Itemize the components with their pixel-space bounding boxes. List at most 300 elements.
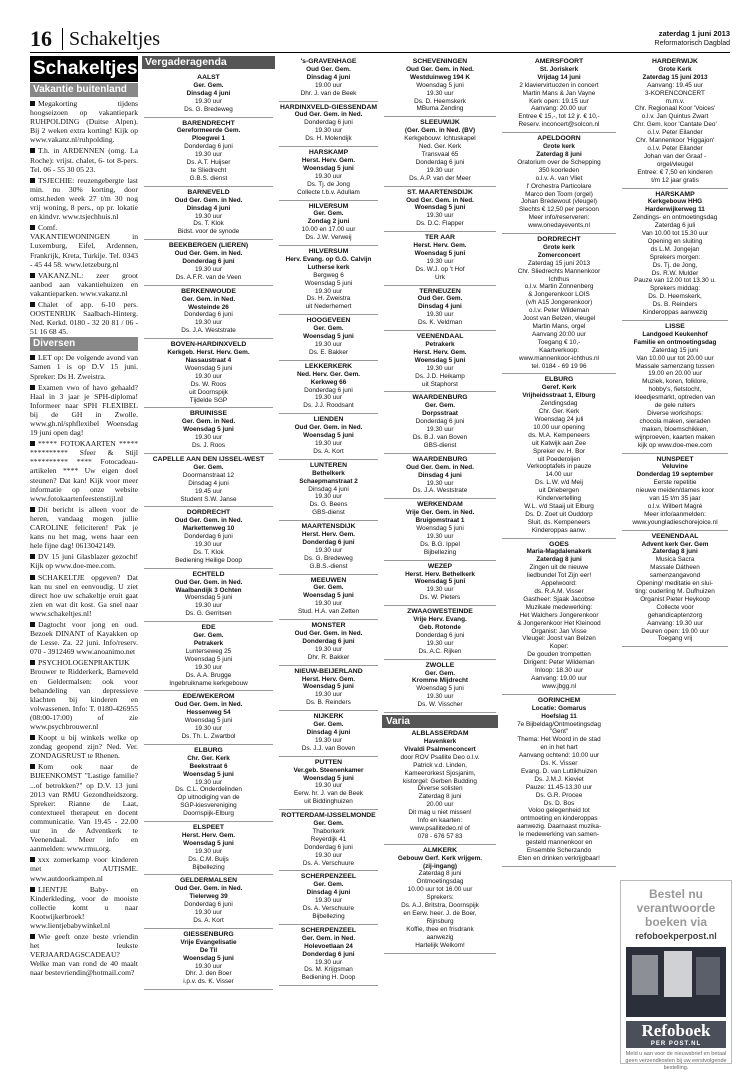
agenda-entry bbox=[279, 666, 378, 712]
agenda-column-2 bbox=[277, 56, 380, 1062]
classified-ad bbox=[30, 733, 138, 760]
entry-line: Transvaal 65 bbox=[421, 150, 459, 158]
classified-ad bbox=[30, 383, 138, 438]
entry-subtitle: Ger. Gem. bbox=[313, 210, 344, 218]
classified-ad-text: Kom ook naar de BIJEENKOMST "Lastige familie? ...of betrokken?" op D.V. 13 juni 2013 van RMU Gezondheidszorg. Spreker: Rianne de Laat, contextueel therapeut en docent communicatie. Van 19.45 - 22.00 uur in de Adventkerk te Veenendaal. Meer info en aanmelden: www.rmu.org. bbox=[30, 762, 138, 854]
entry-line: 19.30 uur bbox=[194, 847, 222, 855]
book-cover bbox=[696, 957, 720, 995]
entry-line: uit Nederhemert bbox=[305, 303, 352, 311]
agenda-entry bbox=[502, 695, 616, 867]
agenda-entry bbox=[144, 72, 273, 118]
entry-line: Ds. J. Roos bbox=[191, 442, 226, 450]
entry-subtitle: Petrakerk bbox=[193, 640, 224, 647]
issue-date: zaterdag 1 juni 2013 bbox=[658, 29, 730, 38]
entry-line: Dinsdag 4 juni bbox=[308, 485, 349, 493]
entry-line: Dinsdag 4 juni bbox=[188, 479, 229, 487]
entry-line: Woensdag 5 juni bbox=[304, 279, 353, 287]
entry-subtitle: Zaterdag 8 juni bbox=[536, 150, 582, 158]
entry-place: ELBURG bbox=[544, 376, 574, 384]
entry-line: 19.00 en 20.00 uur bbox=[648, 370, 702, 378]
entry-line: 19.30 uur bbox=[426, 479, 454, 487]
entry-line: Sluit. ds. Kempeneers bbox=[527, 518, 591, 526]
entry-line: orgel/vleugel bbox=[656, 160, 694, 168]
entry-line: Lunterseweg 25 bbox=[185, 647, 232, 655]
bullet-square-icon bbox=[30, 575, 35, 580]
entry-line: Sprekers: bbox=[426, 894, 454, 902]
entry-line: Ds. G. Gerritsen bbox=[185, 610, 232, 618]
entry-line: Zaterdag 15 juni 2013 bbox=[527, 259, 591, 267]
entry-subtitle: Dinsdag 4 juni bbox=[306, 73, 351, 81]
entry-place: HARSKAMP bbox=[308, 149, 349, 157]
entry-line: Eerw. hr. J. van de Beek bbox=[294, 790, 363, 798]
entry-place: WERKENDAM bbox=[417, 501, 463, 509]
entry-line: Zaterdag 15 juni bbox=[651, 346, 699, 354]
entry-place: EDE/WEKEROM bbox=[182, 693, 235, 701]
entry-subtitle: Oud Ger. Gem. bbox=[417, 295, 463, 303]
entry-line: Bergweg 6 bbox=[313, 271, 344, 279]
entry-line: Ds. G. Beens bbox=[309, 501, 348, 509]
entry-line: 19.30 uur bbox=[314, 287, 342, 295]
entry-subtitle: Nassaustraat 4 bbox=[185, 357, 232, 364]
entry-line: SGP-kiesvereniging bbox=[180, 802, 237, 810]
bullet-square-icon bbox=[30, 101, 35, 106]
entry-place: LISSE bbox=[665, 323, 685, 330]
agenda-entry bbox=[144, 745, 273, 822]
entry-line: Woensdag 24 juli bbox=[534, 415, 584, 423]
entry-line: 350 koorleden bbox=[538, 166, 580, 174]
entry-line: Ds. Tj. de Jong, bbox=[652, 261, 698, 269]
entry-subtitle: Oud Ger. Gem. in Ned. bbox=[174, 250, 243, 258]
entry-line: Ds. A.T. Huijser bbox=[186, 159, 231, 167]
bullet-square-icon bbox=[30, 622, 35, 627]
entry-line: Meer info/aanmelden: bbox=[644, 510, 706, 518]
classified-ad bbox=[30, 300, 138, 336]
entry-place: SLEEUWIJK bbox=[420, 119, 460, 127]
bullet-square-icon bbox=[30, 735, 35, 740]
entry-line: Hartelijk Welkom! bbox=[415, 941, 465, 949]
entry-line: Ds. A.J. Britstra, Doornspijk bbox=[401, 902, 479, 910]
agenda-entry bbox=[622, 531, 728, 648]
entry-line: Dhr. J. den Boer bbox=[185, 970, 232, 978]
classified-ad-text: Megakorting tijdens hoogseizoen op vakantiepark RUHPOLDING (Duitse Alpen). Bij 2 weken extra korting! Kijk op www.vakanz.nl/ruhpolding. bbox=[30, 99, 138, 145]
entry-place: ZWAAGWESTEINDE bbox=[407, 608, 473, 616]
entry-line: 19.30 uur bbox=[314, 439, 342, 447]
entry-line: Eerste repetitie bbox=[653, 479, 697, 487]
entry-subtitle: Ned. Herv. Ger. Gem. bbox=[296, 370, 361, 378]
entry-line: GBS-dienst bbox=[423, 441, 457, 449]
agenda-entry bbox=[279, 201, 378, 247]
entry-place: HARSKAMP bbox=[655, 190, 695, 198]
entry-line: Donderdag 6 juni bbox=[304, 843, 353, 851]
entry-line: Ds. Th. L. Zwartbol bbox=[181, 732, 236, 740]
entry-line: Inloop: 18.30 uur bbox=[535, 667, 583, 675]
entry-line: & Jongerenkoor Het Kleinood bbox=[517, 619, 601, 627]
advert-heading: Bestel nu verantwoorde boeken via bbox=[636, 887, 716, 929]
classified-ad bbox=[30, 855, 138, 882]
entry-place: HILVERSUM bbox=[308, 248, 349, 256]
entry-line: Donderdag 6 juni bbox=[304, 386, 353, 394]
entry-line: samenzangavond bbox=[649, 572, 701, 580]
entry-line: Ds. D.C. Flapper bbox=[416, 220, 464, 228]
classified-ad bbox=[30, 658, 138, 731]
entry-line: Ds. K. Veldman bbox=[417, 319, 463, 327]
entry-line: Ds. B.J. van Boven bbox=[412, 433, 468, 441]
agenda-entry bbox=[144, 507, 273, 568]
entry-line: Bijbellezing bbox=[423, 548, 457, 556]
classified-ad-text: Dagtocht voor jong en oud. Bezoek DINANT of Kayakken op de Lesse. Za. 22 juni. Info/reserv. 070 - 3912469 www.anoanimo.net bbox=[30, 619, 138, 657]
entry-line: chocola maken, sieraden bbox=[639, 417, 711, 425]
entry-place: MAARTENSDIJK bbox=[301, 523, 356, 531]
entry-subtitle: Woensdag 5 juni bbox=[183, 426, 234, 434]
entry-subtitle: Dinsdag 4 juni bbox=[418, 303, 462, 311]
entry-line: Donderdag 6 juni bbox=[184, 143, 233, 151]
entry-subtitle: (zij-ingang) bbox=[422, 862, 458, 870]
entry-line: Aanvang: 20.00 uur bbox=[531, 105, 587, 113]
classified-ad bbox=[30, 620, 138, 656]
classified-ad bbox=[30, 505, 138, 550]
entry-line: Organist: Jan Visse bbox=[531, 627, 587, 635]
agenda-entry bbox=[384, 845, 496, 954]
agenda-entry bbox=[144, 339, 273, 408]
agenda-entry bbox=[384, 499, 496, 560]
entry-line: Bijbellezing bbox=[192, 863, 225, 871]
entry-line: Stud. H.A. van Zetten bbox=[297, 608, 360, 616]
entry-line: Ds. R.W. Mulder bbox=[651, 269, 699, 277]
agenda-entry bbox=[384, 392, 496, 453]
classified-ad-text: xxx zomerkamp voor kinderen met AUTISME. www.autdoorkampen.nl bbox=[30, 855, 138, 883]
entry-subtitle: Ger. Gem. bbox=[313, 325, 344, 333]
agenda-entry bbox=[144, 929, 273, 990]
entry-line: Ds. Tj. de Jong bbox=[307, 180, 350, 188]
entry-line: Zendingsdag bbox=[540, 400, 578, 408]
bullet-square-icon bbox=[30, 764, 35, 769]
entry-line: Marco den Toom (orgel) bbox=[525, 190, 593, 198]
entry-line: uit Doornspijk bbox=[189, 388, 228, 396]
entry-subtitle: Harderwijkerweg 11 bbox=[645, 206, 705, 214]
entry-line: 19.30 uur bbox=[314, 691, 342, 699]
entry-subtitle: Donderdag 6 juni bbox=[302, 637, 355, 645]
entry-line: Toegang € 10,- bbox=[537, 338, 581, 346]
entry-subtitle: Grote Kerk bbox=[658, 65, 692, 73]
entry-line: 19.30 uur bbox=[314, 546, 342, 554]
entry-subtitle: Ger. Gem. in Ned. bbox=[301, 934, 356, 942]
agenda-entry bbox=[384, 286, 496, 332]
entry-line: Ds. M. Krijgsman bbox=[304, 966, 353, 974]
entry-place: ZWOLLE bbox=[425, 661, 455, 669]
entry-line: Donderdag 6 juni bbox=[415, 631, 465, 639]
entry-line: Chr. Mannenkoor 'Higgajon' bbox=[635, 137, 715, 145]
entry-line: 19.30 uur bbox=[314, 600, 342, 608]
agenda-entry bbox=[502, 133, 616, 234]
agenda-entry bbox=[384, 728, 496, 845]
entry-subtitle: Oud Ger. Gem. in Ned. bbox=[174, 578, 243, 586]
entry-subtitle: Vrijdag 14 juni bbox=[537, 73, 581, 81]
bullet-square-icon bbox=[30, 178, 35, 183]
entry-subtitle: Ger. Gem. bbox=[313, 721, 344, 729]
entry-line: Kinderoppas aanw. bbox=[531, 526, 587, 534]
entry-subtitle: Herst. Herv. Gem. bbox=[181, 831, 236, 839]
entry-line: Pauze van 12.00 tot 13.30 u. bbox=[634, 277, 716, 285]
entry-place: HARDERWIJK bbox=[652, 58, 698, 65]
agenda-entry bbox=[144, 118, 273, 187]
entry-place: LUNTEREN bbox=[309, 461, 347, 469]
entry-place: GELDERMALSEN bbox=[179, 877, 238, 885]
entry-line: wijnproeven, kaarten maken bbox=[635, 433, 715, 441]
entry-line: Collecte voor bbox=[656, 603, 694, 611]
entry-line: Van 10.00 uur tot 20.00 uur bbox=[636, 354, 714, 362]
bullet-square-icon bbox=[30, 887, 35, 892]
entry-line: 19.30 uur bbox=[426, 532, 454, 540]
entry-line: de gele ruiters bbox=[654, 402, 696, 410]
entry-subtitle: Woensdag 5 juni bbox=[183, 954, 234, 962]
entry-subtitle: Woensdag 5 juni bbox=[414, 578, 466, 586]
entry-line: 19.30 uur bbox=[314, 736, 342, 744]
agenda-entry bbox=[384, 660, 496, 713]
entry-line: Ds. J.J. Roodsant bbox=[303, 402, 354, 410]
entry-line: uit Staphorst bbox=[422, 380, 458, 388]
agenda-entry bbox=[384, 187, 496, 233]
entry-line: Verkooptafels in pauze bbox=[526, 463, 592, 471]
entry-subtitle: Dinsdag 4 juni bbox=[186, 89, 231, 97]
entry-line: Kerkgebouw: Ichtuskapel bbox=[404, 135, 476, 143]
entry-subtitle: Familie en ontmoetingsdag bbox=[633, 338, 717, 346]
classified-ad bbox=[30, 439, 138, 503]
entry-subtitle: Schaepmanstraat 2 bbox=[299, 477, 358, 485]
classified-ad-text: VAKANZ.NL: zeer groot aanbod aan vakantiehuizen en vakantieparken. www.vakanz.nl bbox=[30, 270, 138, 298]
entry-line: kijk op www.doe-mee.com bbox=[637, 441, 713, 449]
entry-line: Ds. T. Klok bbox=[193, 548, 224, 556]
classified-ad-text: Chalet of app. 6-10 pers. OOSTENRIJK Saalbach-Hinterg. Ned. Kerkd. 0180 - 32 20 81 / 06 - 51 16 68 45. bbox=[30, 299, 138, 337]
entry-line: Diverse solisten bbox=[417, 785, 463, 793]
classified-ad bbox=[30, 762, 138, 853]
entry-line: 2 klaviervirtuozen in concert bbox=[519, 81, 599, 89]
ads-diversen bbox=[30, 353, 138, 977]
entry-subtitle: Ploegwei 1 bbox=[191, 135, 226, 143]
entry-line: Student S.W. Janse bbox=[180, 495, 237, 503]
entry-subtitle: Oud Ger. Gem. in Ned. bbox=[294, 111, 363, 119]
entry-line: Ds. W. Roos bbox=[190, 380, 227, 388]
entry-place: VEENENDAAL bbox=[651, 532, 699, 540]
entry-subtitle: Oud Ger. Gem. bbox=[306, 65, 351, 73]
bullet-square-icon bbox=[30, 225, 35, 230]
classified-ad bbox=[30, 146, 138, 173]
entry-place: HARDINXVELD-GIESSENDAM bbox=[279, 103, 378, 111]
book-cover bbox=[664, 951, 692, 997]
entry-line: 19.30 uur bbox=[426, 639, 454, 647]
bullet-square-icon bbox=[30, 934, 35, 939]
agenda-entry bbox=[144, 187, 273, 240]
entry-line: Info en kaarten: bbox=[417, 817, 463, 825]
entry-line: 19.30 uur bbox=[314, 493, 342, 501]
classified-ad-text: Comf. VAKANTIEWONINGEN in Luxemburg, Eifel, Ardennen, Frankrijk, Kreta, Turkije. Tel. 0343 - 45 44 58. www.letzeburg.nl bbox=[30, 223, 138, 269]
entry-place: 's-GRAVENHAGE bbox=[300, 58, 357, 65]
agenda-entry bbox=[279, 871, 378, 924]
entry-line: Thaborkerk bbox=[312, 827, 345, 835]
entry-subtitle: Bruigomstraat 1 bbox=[415, 517, 465, 525]
entry-place: VEENENDAAL bbox=[416, 333, 464, 341]
entry-line: 19.30 uur bbox=[194, 97, 222, 105]
entry-subtitle: Woensdag 5 juni bbox=[303, 592, 354, 600]
entry-place: BERKENWOUDE bbox=[181, 287, 236, 295]
entry-line: Ned. Ger. Kerk bbox=[418, 143, 462, 151]
entry-line: Koffie, thee en frisdrank bbox=[406, 925, 474, 933]
entry-line: Van 10.00 tot 15.30 uur bbox=[641, 230, 709, 238]
agenda-entry bbox=[502, 234, 616, 374]
entry-line: Kaartverkoop: bbox=[539, 346, 579, 354]
entry-subtitle: Waalbandijk 3 Ochten bbox=[175, 586, 242, 594]
entry-line: Entree € 15,-, tot 12 jr. € 10,- bbox=[518, 113, 600, 121]
agenda-entry bbox=[502, 56, 616, 133]
entry-line: o.l.v. Martin Zonnenberg bbox=[524, 283, 594, 291]
classified-ad bbox=[30, 353, 138, 380]
entry-line: aanwezig. Daarnaast muzika- bbox=[516, 823, 602, 831]
entry-line: aanwezig bbox=[426, 933, 454, 941]
entry-line: Ds. A. Kort bbox=[193, 917, 224, 924]
entry-line: 19.30 uur bbox=[426, 311, 454, 319]
entry-place: LEKKERKERK bbox=[304, 362, 353, 370]
agenda-entry bbox=[622, 56, 728, 189]
entry-subtitle: Herst. Herv. Bethelkerk bbox=[405, 570, 475, 578]
entry-subtitle: Zaterdag 8 juni bbox=[536, 556, 582, 564]
entry-line: 19.45 uur bbox=[194, 487, 222, 495]
entry-line: 19.30 uur bbox=[426, 364, 454, 372]
entry-subtitle: Ger. Gem. bbox=[193, 632, 224, 640]
entry-place: GIESSENBURG bbox=[183, 930, 234, 938]
agenda-entry bbox=[279, 925, 378, 986]
entry-line: 19.30 uur bbox=[426, 257, 454, 265]
entry-line: Johan Bredewout (vleugel) bbox=[520, 198, 598, 206]
entry-subtitle: Maria-Magdalenakerk bbox=[526, 548, 592, 556]
entry-subtitle: Donderdag 6 juni bbox=[302, 950, 355, 958]
agenda-entry bbox=[384, 232, 496, 285]
classified-ad bbox=[30, 271, 138, 298]
entry-line: ontmoeting en kinderoppas bbox=[520, 815, 598, 823]
agenda-entry bbox=[384, 331, 496, 392]
entry-line: Ds. D. Zoet uit Ouddorp bbox=[525, 510, 593, 518]
entry-subtitle: Chr. Ger. Kerk bbox=[187, 754, 230, 762]
entry-line: 19.30 uur bbox=[194, 434, 222, 442]
entry-line: ds. M.A. Kempeneers bbox=[528, 431, 590, 439]
bullet-square-icon bbox=[30, 554, 35, 559]
entry-line: Chr. Ger. Kerk bbox=[538, 408, 580, 416]
entry-subtitle: Ger. Gem. in Ned. bbox=[181, 295, 236, 303]
agenda-entry bbox=[144, 286, 273, 339]
entry-line: Aanvang ochtend: 10.00 uur bbox=[518, 752, 600, 760]
entry-subtitle: Woensdag 5 juni bbox=[414, 204, 466, 212]
entry-line: Ds. A. Verschuure bbox=[302, 859, 355, 867]
book-cover bbox=[632, 955, 658, 995]
entry-line: Ensemble Scherzando bbox=[526, 847, 592, 854]
entry-line: 19.30 uur bbox=[314, 341, 342, 348]
entry-subtitle: Woensdag 5 juni bbox=[183, 839, 234, 847]
entry-line: Zaterdag 6 juli bbox=[654, 222, 696, 230]
entry-subtitle: Dorpsstraat bbox=[422, 410, 458, 418]
entry-place: AALST bbox=[197, 74, 220, 81]
entry-line: nieuwe meiden/dames koor bbox=[635, 487, 715, 495]
entry-line: uit Biddinghuizen bbox=[304, 798, 353, 806]
entry-subtitle: Woensdag 5 juni bbox=[414, 249, 466, 257]
entry-line: Sprekers middag: bbox=[649, 285, 701, 293]
classified-ad bbox=[30, 223, 138, 268]
entry-line: Vleugel: Joost van Belzen bbox=[522, 635, 596, 643]
entry-subtitle: Herst. Herv. Gem. bbox=[413, 242, 467, 250]
entry-line: Deuren open: 19.00 uur bbox=[641, 627, 709, 635]
entry-line: Dirigent: Peter Wildeman bbox=[523, 659, 595, 667]
entry-line: Collecte t.b.v. Adullam bbox=[297, 188, 360, 196]
entry-subtitle: Bethelkerk bbox=[312, 469, 345, 477]
bullet-square-icon bbox=[30, 302, 35, 307]
refoboek-advert[interactable] bbox=[620, 880, 732, 1071]
agenda-entry bbox=[279, 460, 378, 521]
entry-subtitle: Ger. Gem. in Ned. bbox=[181, 418, 236, 426]
agenda-entry bbox=[144, 691, 273, 744]
advert-url[interactable]: refoboekperpost.nl bbox=[635, 931, 717, 941]
entry-subtitle: Petrakerk bbox=[425, 341, 455, 348]
entry-place: NUNSPEET bbox=[656, 455, 694, 463]
entry-line: G.B.S.-dienst bbox=[309, 562, 348, 570]
entry-place: WEZEP bbox=[427, 562, 453, 570]
entry-line: Bidst. voor de synode bbox=[177, 228, 240, 236]
agenda-entry bbox=[144, 569, 273, 622]
entry-place: HOOGEVEEN bbox=[306, 317, 351, 325]
bullet-square-icon bbox=[30, 660, 35, 665]
entry-line: 19.30 uur bbox=[314, 958, 342, 966]
agenda-entry bbox=[384, 561, 496, 607]
agenda-entry bbox=[144, 454, 273, 507]
entry-line: Ds. C.L. Onderdelinden bbox=[175, 786, 242, 794]
entry-line: Ds. H. Zweistra bbox=[306, 295, 351, 303]
entry-line: W.L. v/d Staaij uit Elburg bbox=[524, 502, 594, 510]
entry-line: l' Orchestra Particolare bbox=[526, 182, 592, 190]
entry-line: gesteld mannenkoor en bbox=[525, 839, 593, 847]
entry-line: Woensdag 5 juni bbox=[416, 685, 464, 693]
entry-line: Donderdag 6 juni bbox=[184, 311, 233, 319]
entry-line: Donderdag 6 juni bbox=[184, 533, 233, 541]
entry-line: 20.00 uur bbox=[426, 801, 454, 809]
entry-subtitle: Zaterdag 15 juni 2013 bbox=[642, 73, 708, 81]
entry-line: Evang. D. van Luttikhuizen bbox=[520, 767, 598, 775]
entry-line: 19.30 uur bbox=[314, 897, 342, 905]
entry-place: ELBURG bbox=[194, 746, 223, 754]
entry-line: 19.30 uur bbox=[194, 541, 222, 549]
agenda-entry bbox=[144, 875, 273, 928]
entry-line: Donderdag 6 juni bbox=[415, 418, 465, 426]
entry-line: Aanvang 20:00 uur bbox=[531, 330, 586, 338]
entry-line: Ds. B. Reinders bbox=[652, 301, 698, 309]
agenda-entry bbox=[279, 711, 378, 757]
classified-ad-text: Dit bericht is alleen voor de heren, vandaag mogen jullie CAROLINE feliciteren! Pak je kans nu het mag, wens haar een hele fijne dag! 0613042149. bbox=[30, 504, 138, 551]
entry-line: uit Poederoijen bbox=[537, 455, 581, 463]
entry-subtitle: Markettenweg 10 bbox=[182, 525, 235, 533]
entry-line: Op uitnodiging van de bbox=[177, 794, 240, 802]
entry-place: CAPELLE AAN DEN IJSSEL-WEST bbox=[152, 455, 265, 463]
entry-line: Thema: Het Woord in de stad bbox=[517, 736, 601, 744]
varia-heading: Varia bbox=[382, 715, 498, 728]
entry-line: 19.30 uur bbox=[314, 851, 342, 859]
entry-subtitle: Ger. Gem. bbox=[424, 669, 456, 677]
entry-place: BEEKBERGEN (LIEREN) bbox=[168, 242, 249, 250]
entry-line: 19.30 uur bbox=[314, 127, 342, 135]
entry-line: Bediening Heilige Doop bbox=[175, 556, 242, 564]
entry-line: www.youngladieschorejoice.nl bbox=[632, 518, 718, 526]
entry-line: ting: ouderling M. Dufhuizen bbox=[635, 588, 715, 595]
entry-subtitle: Vrijheidsstraat 1, Elburg bbox=[522, 392, 596, 400]
entry-subtitle: Beekstraat 6 bbox=[189, 762, 228, 770]
entry-subtitle: Lutherse kerk bbox=[307, 263, 350, 271]
entry-subtitle: Hoefslag 11 bbox=[541, 712, 577, 720]
agenda-entry bbox=[279, 757, 378, 810]
agenda-column-4 bbox=[500, 56, 618, 1062]
